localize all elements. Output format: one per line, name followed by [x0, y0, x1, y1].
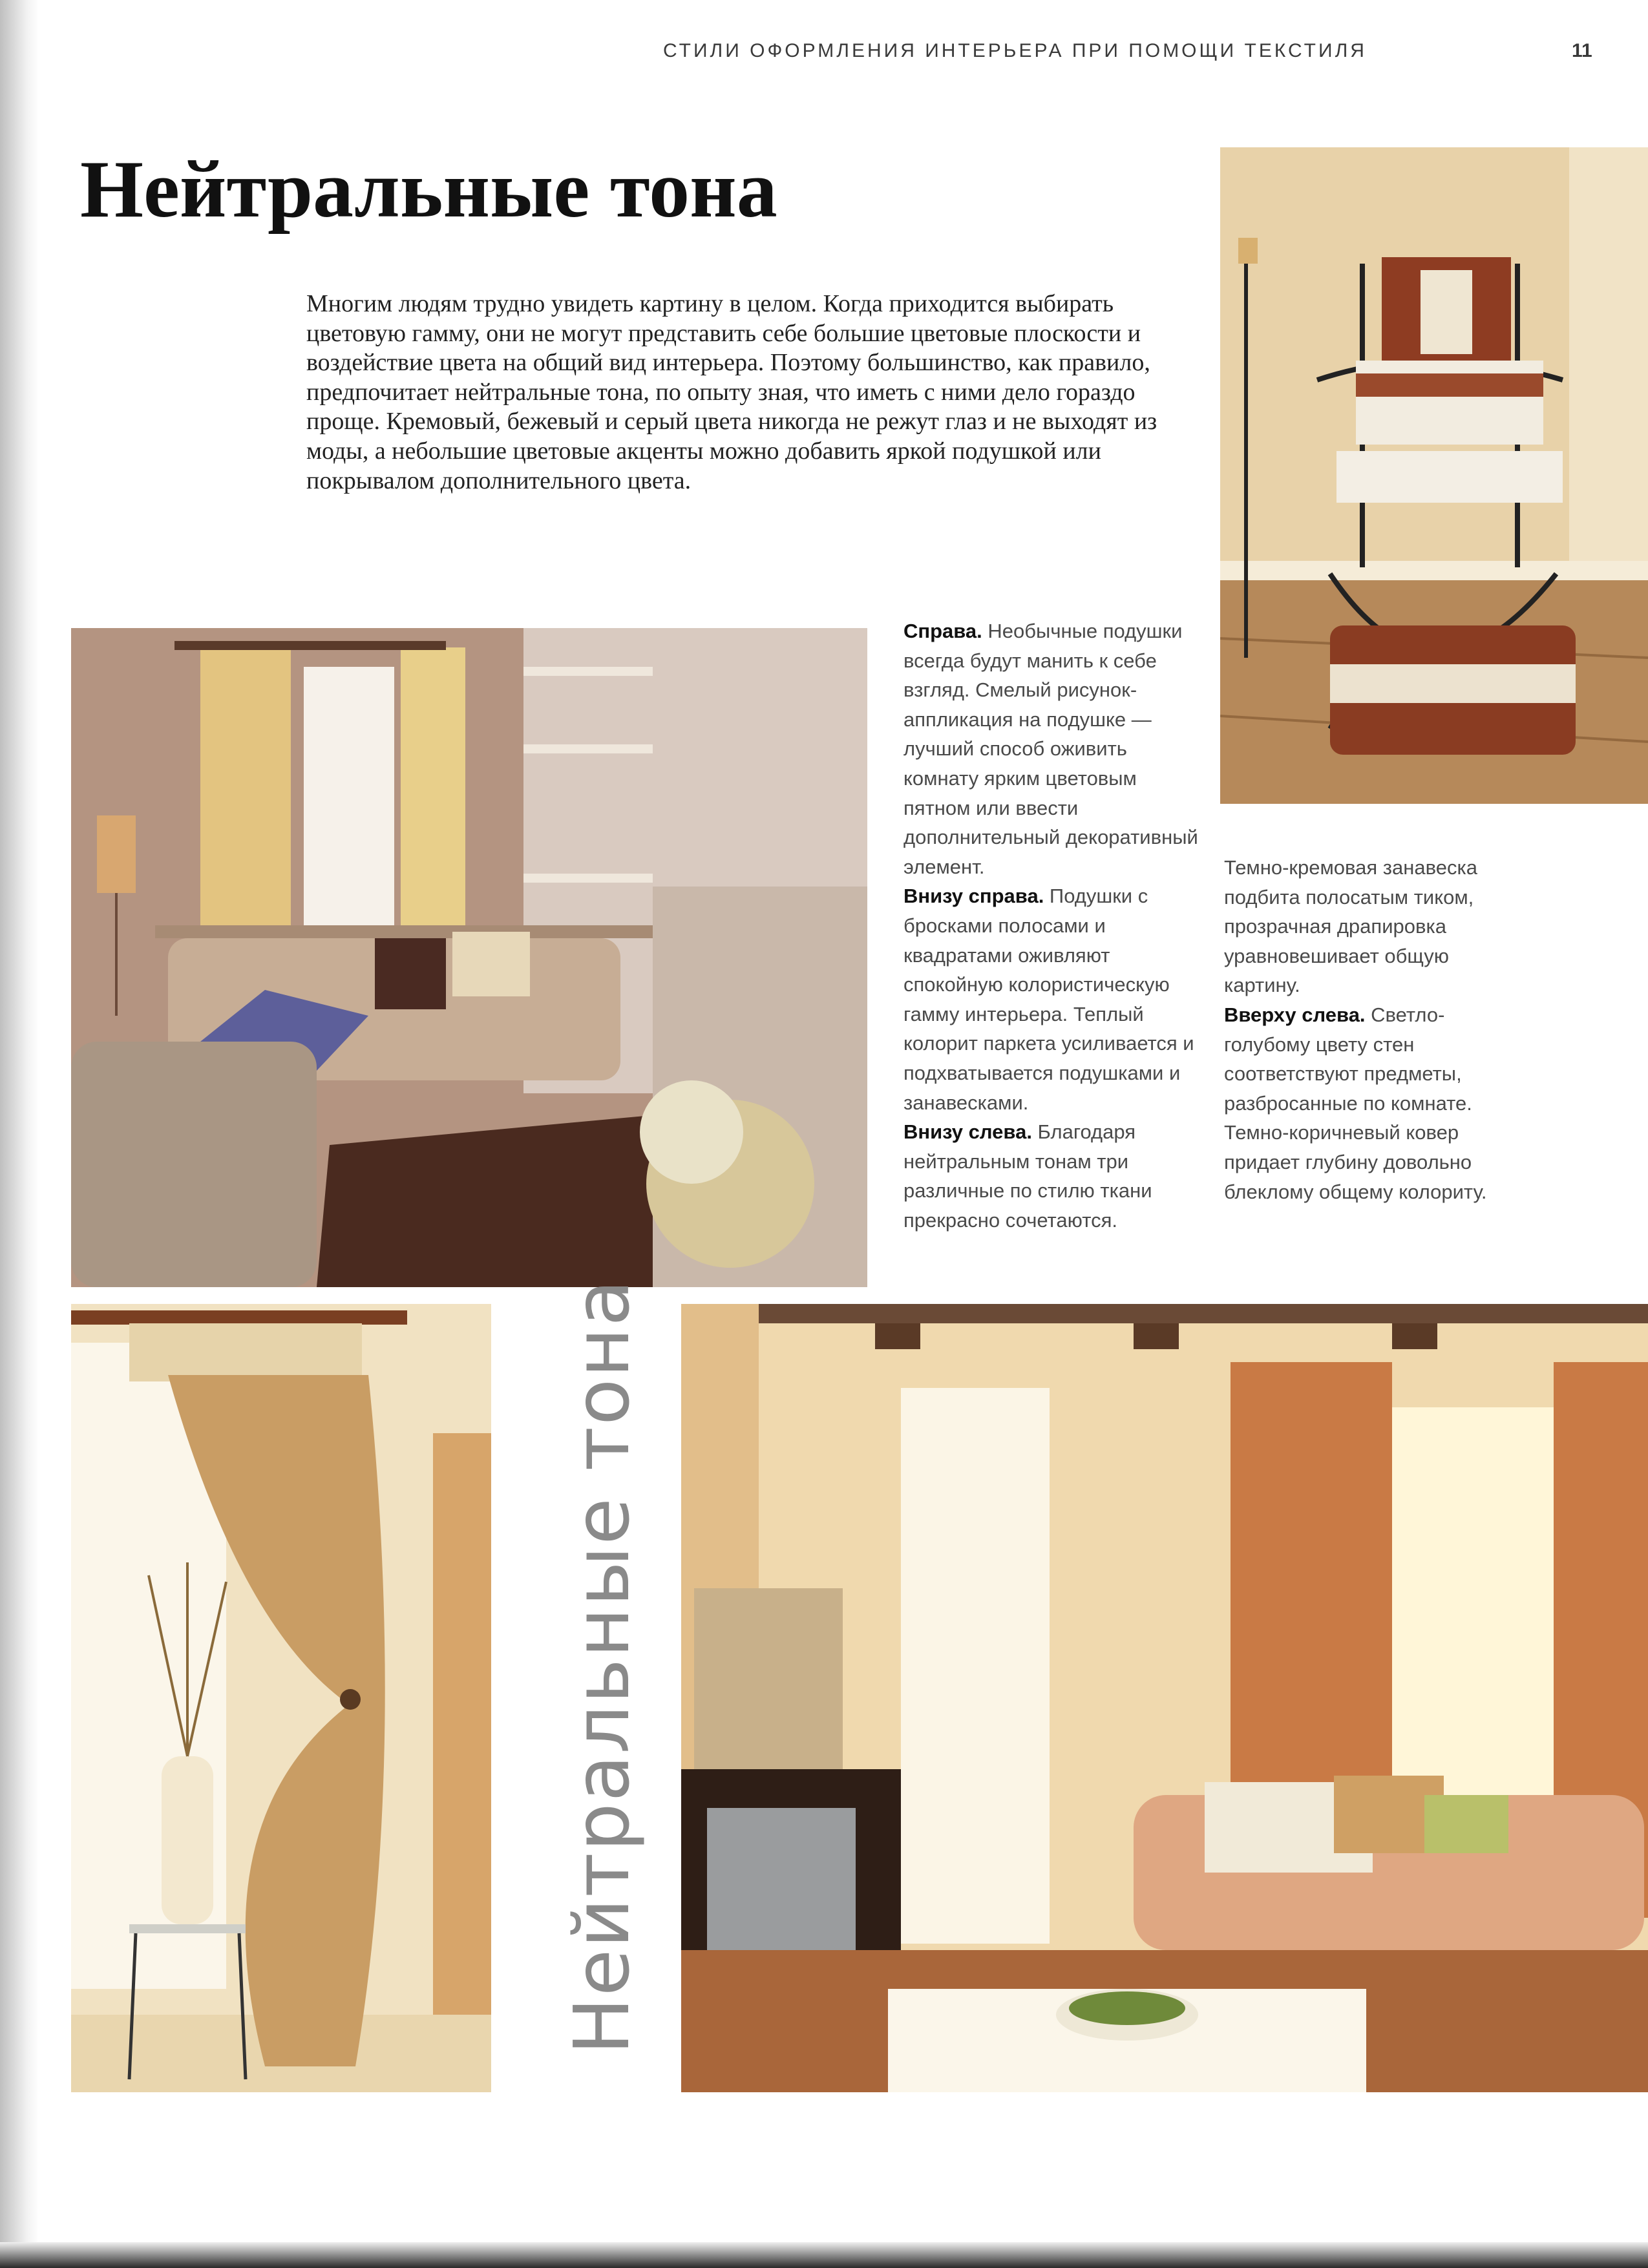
- scan-bottom-edge: [0, 2242, 1648, 2268]
- caption-column-left: [903, 616, 1207, 1235]
- photo-sofa-room: [681, 1304, 1648, 2092]
- caption-curtain-note: Темно-кремовая занавеска подбита полосатым тиком, прозрачная драпировка уравновешивает общую картину.: [1224, 856, 1477, 997]
- caption-column-right: [1224, 853, 1508, 1206]
- caption-right-label: Справа.: [903, 620, 982, 642]
- caption-bottom-right-label: Внизу справа.: [903, 885, 1044, 908]
- caption-bottom-left-label: Внизу слева.: [903, 1120, 1032, 1144]
- page-spine-shadow: [0, 0, 39, 2268]
- caption-top-left: [1224, 1000, 1508, 1206]
- vertical-section-title: Нейтральные тона: [557, 1278, 646, 2055]
- photo-curtain-vase: [71, 1304, 491, 2092]
- photo-chair-pillows: [1220, 147, 1648, 804]
- caption-bottom-left-text: Благодаря нейтральным тонам три различные по стилю ткани прекрасно сочетаются.: [903, 1120, 1152, 1232]
- intro-paragraph: Многим людям трудно увидеть картину в целом. Когда приходится выбирать цветовую гамму, они не могут представить себе большие цветовые плоскости и воздействие цвета на общий вид интерьера. Поэтому большинство, как правило, предпочитает нейтральные тона, по опыту зная, что иметь с ними дело гораздо проще. Кремовый, бежевый и серый цвета никогда не режут глаз и не выходят из моды, а небольшие цветовые акценты можно добавить яркой подушкой или покрывалом дополнительного цвета.: [306, 290, 1157, 494]
- caption-bottom-right-text: Подушки с бросками полосами и квадратами оживляют спокойную колористическую гамму интерьера. Теплый колорит паркета усиливается и подхватывается подушками и занавесками.: [903, 885, 1194, 1114]
- caption-bottom-left: [903, 1117, 1207, 1235]
- photo-living-room: [71, 628, 867, 1287]
- page-number: 11: [1572, 40, 1592, 61]
- caption-bottom-right: [903, 881, 1207, 1117]
- caption-top-left-label: Вверху слева.: [1224, 1003, 1366, 1026]
- caption-right-text: Необычные подушки всегда будут манить к себе взгляд. Смелый рисунок-аппликация на подушке — лучший способ оживить комнату ярким цветовым пятном или ввести дополнительный декоративный элемент.: [903, 620, 1198, 878]
- caption-right: [903, 616, 1207, 881]
- page-title: Нейтральные тона: [80, 145, 777, 235]
- caption-top-left-text: Светло-голубому цвету стен соответствуют предметы, разбросанные по комнате. Темно-коричневый ковер придает глубину довольно блеклому общему колориту.: [1224, 1003, 1487, 1203]
- running-header: СТИЛИ ОФОРМЛЕНИЯ ИНТЕРЬЕРА ПРИ ПОМОЩИ ТЕКСТИЛЯ: [663, 40, 1367, 61]
